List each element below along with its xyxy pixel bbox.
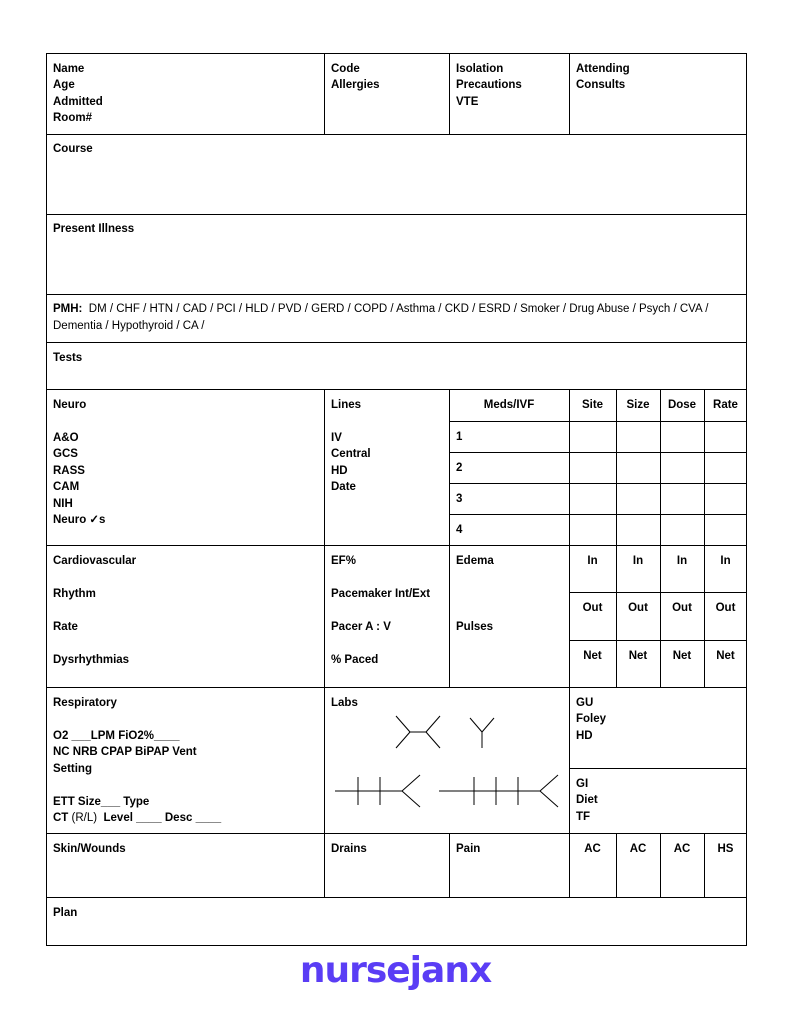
meds-row-rule [449,514,747,515]
time-ac-label: AC [629,843,647,855]
isolation-labels [456,61,522,110]
code-label: Code [331,63,360,75]
central-label: Central [331,448,371,461]
divider [324,833,325,897]
output-label: Out [582,602,603,614]
med-row-number: 4 [456,524,463,536]
foley-label: Foley [576,713,607,726]
ct-level-desc: Level ____ Desc ____ [103,812,222,824]
meds-row-rule [449,452,747,453]
time-hs-label: HS [717,843,734,855]
rule-present-illness [46,294,747,295]
nih-label: NIH [53,497,73,510]
gu-labels [576,695,606,744]
pulses-label: Pulses [456,621,494,633]
divider [569,687,570,833]
io-row-rule [569,592,747,593]
intake-label: In [720,555,731,567]
meds-ivf-header: Meds/IVF [483,399,535,411]
rule-header [46,134,747,135]
ef-label: EF% [331,555,356,567]
rhythm-label: Rhythm [53,588,96,600]
neuro-fields [53,430,105,528]
output-label: Out [672,602,692,614]
output-label: Out [715,602,736,614]
admitted-label: Admitted [53,95,103,108]
nursejanx-logo: nursejanx [299,950,492,991]
site-header: Site [581,399,604,411]
rule-respiratory [46,833,747,834]
ao-label: A&O [53,432,79,444]
attending-label: Attending [576,63,630,75]
net-label: Net [628,650,648,662]
precautions-label: Precautions [456,79,522,92]
pmh-items: DM / CHF / HTN / CAD / PCI / HLD / PVD / GERD / COPD / Asthma / CKD / ESRD / Smoker / Drug Abuse / Psych / CVA / Dementia / Hypothyroid / CA / [53,303,709,332]
drains-label: Drains [331,843,367,855]
rule-skin [46,897,747,898]
net-label: Net [583,650,602,662]
pmh-label: PMH: [53,303,83,315]
patient-info-labels [53,61,103,127]
divider [569,53,570,134]
edema-label: Edema [456,555,494,567]
pain-label: Pain [456,843,481,855]
border-bottom [46,945,747,946]
iv-label: IV [331,432,342,444]
lines-title: Lines [331,399,362,411]
size-header: Size [626,399,650,411]
border-left [46,53,47,946]
skin-wounds-label: Skin/Wounds [53,843,126,855]
cam-label: CAM [53,481,80,494]
code-labels [331,61,380,94]
rate-header: Rate [713,399,738,411]
pacer-label: Pacer A : V [331,621,391,633]
room-label: Room# [53,112,92,125]
diet-label: Diet [576,794,598,807]
output-label: Out [628,602,648,614]
divider [449,53,450,134]
attending-labels [576,61,630,94]
chem-fishbone-icon [438,773,560,809]
med-row-number: 1 [456,431,463,443]
o2-line: O2 ___LPM FiO2%____ [53,730,180,742]
present-illness-label: Present Illness [53,223,135,235]
divider [324,389,325,545]
med-row-number: 3 [456,493,463,505]
net-label: Net [716,650,735,662]
gcs-label: GCS [53,448,78,461]
pacemaker-label: Pacemaker Int/Ext [331,588,431,600]
bmp-fishbone-icon [334,773,422,809]
net-label: Net [672,650,692,662]
rule-neuro [46,545,747,546]
meds-row-rule [449,421,747,422]
rule-pmh [46,342,747,343]
rule-course [46,214,747,215]
lines-fields [331,430,371,496]
intake-label: In [676,555,688,567]
chest-tube-line [53,810,221,826]
neuro-checks-label: Neuro ✓s [53,514,106,527]
dysrhythmias-label: Dysrhythmias [53,654,130,666]
rule-tests [46,389,747,390]
border-right [746,53,747,946]
divider [324,53,325,134]
o2-devices-line: NC NRB CPAP BiPAP Vent [53,746,197,758]
rass-label: RASS [53,464,85,477]
bmp-partial-fishbone-icon [395,715,441,749]
divider [449,833,450,897]
rule-cardio [46,687,747,688]
divider [449,545,450,687]
ett-line: ETT Size___ Type [53,796,150,808]
respiratory-title: Respiratory [53,697,117,709]
age-label: Age [53,79,75,92]
time-ac-label: AC [673,843,691,855]
divider [324,687,325,833]
gi-labels [576,776,598,825]
gu-gi-rule [569,768,747,769]
intake-label: In [587,555,598,567]
paced-label: % Paced [331,654,379,666]
intake-label: In [632,555,644,567]
time-ac-label: AC [584,843,601,855]
neuro-title: Neuro [53,399,87,411]
meds-row-rule [449,483,747,484]
io-row-rule [569,640,747,641]
tests-label: Tests [53,352,83,364]
border-top [46,53,747,54]
tf-label: TF [576,810,591,823]
cbc-y-icon [469,717,495,749]
med-row-number: 2 [456,462,463,474]
gu-hd-label: HD [576,729,593,742]
allergies-label: Allergies [331,79,380,92]
gi-label: GI [576,778,589,790]
ct-side: (R/L) [71,812,98,824]
isolation-label: Isolation [456,63,504,75]
dose-header: Dose [667,399,697,411]
pmh-line [53,301,743,335]
labs-label: Labs [331,697,358,709]
course-label: Course [53,143,93,155]
consults-label: Consults [576,79,626,92]
vte-label: VTE [456,95,479,108]
ct-label: CT [53,812,69,824]
plan-label: Plan [53,907,78,919]
divider [324,545,325,687]
name-label: Name [53,63,85,75]
rate-label: Rate [53,621,78,633]
hd-label: HD [331,464,348,477]
date-label: Date [331,481,356,494]
cardio-title: Cardiovascular [53,555,137,567]
report-sheet [46,53,747,946]
vent-setting-label: Setting [53,763,92,775]
gu-label: GU [576,697,594,709]
